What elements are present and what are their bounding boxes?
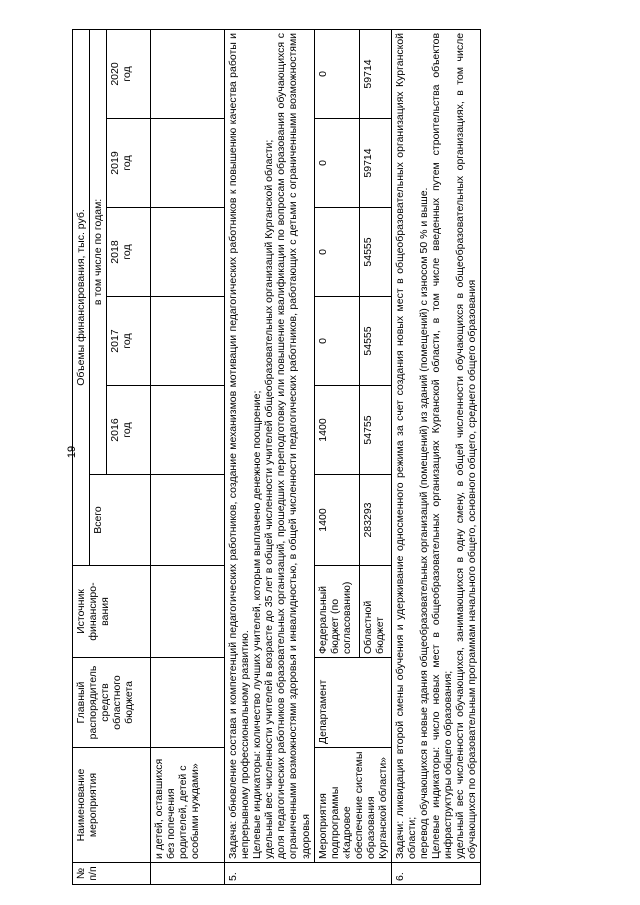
cell-total: 1400: [314, 475, 359, 566]
header-funding: Объемы финансирования, тыс. руб.: [73, 29, 90, 565]
task-block-5: [225, 29, 314, 862]
indicator-text: Целевые индикаторы: количество лучших учителей, которым выплачено денежное поощрение;: [251, 390, 264, 859]
header-source: Источник финансиро- вания: [73, 566, 151, 658]
task-text: Задачи: ликвидация второй смены обучения и удерживание односменного режима за счет создания новых мест в общеобразовательных организациях Курганской области;: [393, 32, 418, 859]
cell-2019: 59714: [359, 119, 391, 208]
indicator-text: удельный вес численности обучающихся, занимающихся в одну смену, в общей численности обучающихся в общеобразовательных организациях, в том числе обучающихся по образовательным программам начального общего, основного общего, среднего общего образования: [454, 32, 479, 859]
task-block-6: [391, 29, 480, 862]
page-number: 19: [66, 445, 79, 459]
task-text: Задача: обновление состава и компетенций педагогических работников, создание механизмов мотивации педагогических работников к повышению качества работы и непрерывному профессиональному развитию.: [227, 32, 252, 859]
indicator-text: Целевые индикаторы: число новых мест в общеобразовательных организациях Курганской области, в том числе введенных путем строительства объектов инфраструктуры общего образования;: [430, 32, 455, 859]
source-regional: Областной бюджет: [359, 566, 391, 658]
header-year-2018: 2018 год: [107, 208, 151, 297]
row-number: 6.: [391, 863, 480, 885]
continuation-text: и детей, оставшихся без попечения родителей, детей с особыми нуждами»: [151, 748, 225, 863]
rotated-page-content: [72, 30, 617, 885]
header-year-2017: 2017 год: [107, 297, 151, 386]
header-by-years: в том числе по годам:: [90, 29, 107, 474]
activity-name: Мероприятия подпрограммы «Кадровое обеспечение системы образования Курганской области»: [314, 748, 391, 863]
cell-total: 283293: [359, 475, 391, 566]
header-total: Всего: [90, 475, 151, 566]
row-number: 5.: [225, 863, 392, 885]
header-year-2019: 2019 год: [107, 119, 151, 208]
cell-2019: 0: [314, 119, 359, 208]
source-federal: Федеральный бюджет (по согласованию): [314, 566, 359, 658]
table-row: [314, 29, 359, 884]
task-text: перевод обучающихся в новые здания общеобразовательных организаций (помещений) из зданий (помещений) с износом 50 % и выше.: [418, 187, 431, 859]
cell-2018: 0: [314, 208, 359, 297]
manager-name: Департамент: [314, 658, 391, 748]
table-row: [225, 29, 314, 884]
indicator-text: доля педагогических работников образовательных организаций, прошедших переподготовку или повышение квалификации по вопросам образования обучающихся с ограниченными возможностями здоровья и инвалидностью, в общей численности педагогических работников, работающих с детьми с ограниченными возможностями здоровья: [275, 32, 312, 859]
cell-2020: 59714: [359, 29, 391, 118]
cell-2016: 54755: [359, 386, 391, 475]
cell-2016: 1400: [314, 386, 359, 475]
cell-2018: 54555: [359, 208, 391, 297]
header-year-2020: 2020 год: [107, 29, 151, 118]
funding-table: [72, 29, 481, 885]
cell-2017: 54555: [359, 297, 391, 386]
cell-2020: 0: [314, 29, 359, 118]
header-no: № п/п: [73, 863, 151, 885]
header-name: Наименование мероприятия: [73, 748, 151, 863]
header-manager: Главный распорядитель средств областного бюджета: [73, 658, 151, 748]
cell-2017: 0: [314, 297, 359, 386]
table-row: [151, 29, 225, 884]
indicator-text: удельный вес численности учителей в возрасте до 35 лет в общей численности учителей общеобразовательных организаций Курганской области;: [263, 139, 276, 859]
header-year-2016: 2016 год: [107, 386, 151, 475]
table-row: [391, 29, 480, 884]
